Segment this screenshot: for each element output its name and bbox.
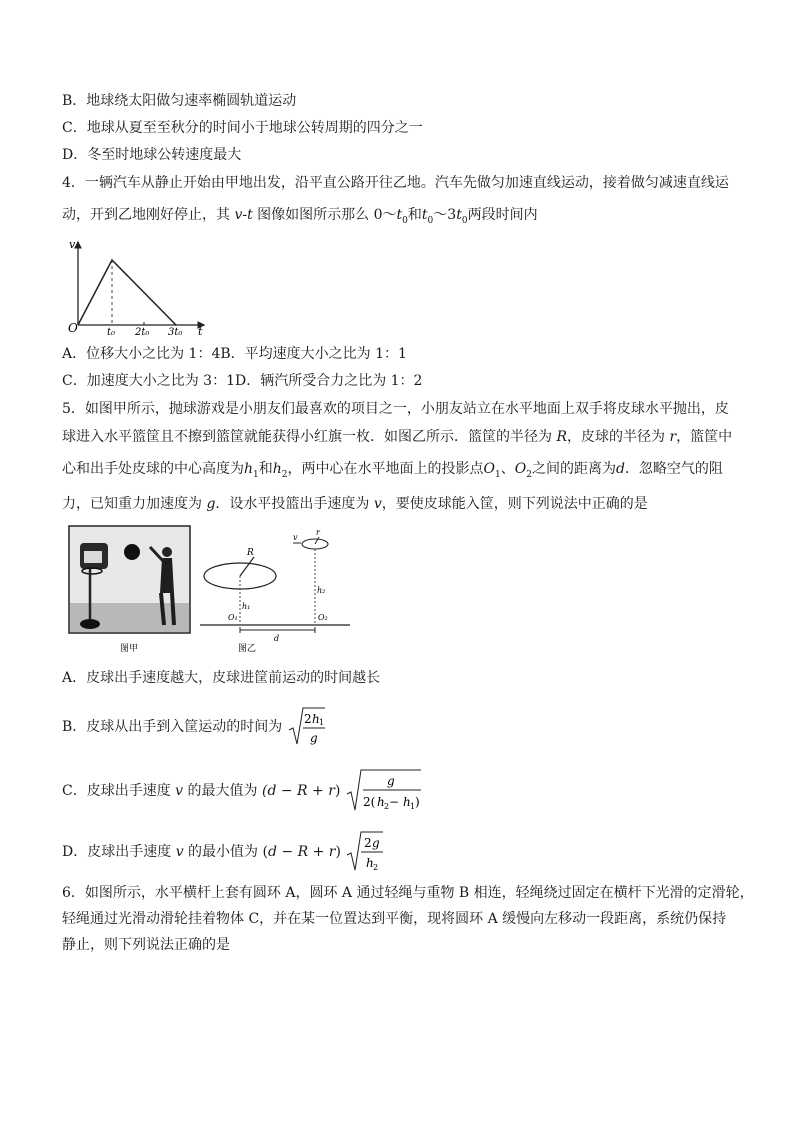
svg-text:g: g [309,731,318,745]
label-v: v [293,533,298,542]
svg-text:1: 1 [409,802,415,811]
svg-text:g: g [386,774,395,788]
svg-text:h: h [402,795,411,809]
label-h1: h₁ [242,602,251,611]
svg-text:−: − [388,795,399,809]
t-label: t [198,325,203,336]
t0-tick: t₀ [107,327,116,336]
q3-option-d: D．冬至时地球公转速度最大 [62,147,242,163]
figure-jia [68,525,192,657]
q5-stem-line4: 力，已知重力加速度为 g．设水平投篮出手速度为 v，要使皮球能入筐，则下列说法中正确的是 [62,496,648,512]
child-body [160,558,174,593]
sqrt-g-over-2h2-h1 [345,768,423,814]
3t0-tick: 3t₀ [168,327,183,336]
q5-stem-line1: 5．如图甲所示，抛球游戏是小朋友们最喜欢的项目之一，小朋友站立在水平地面上双手将皮球水平抛出，皮 [62,401,729,417]
label-r: r [316,528,320,537]
svg-text:2: 2 [303,712,312,726]
origin-label: O [68,321,78,335]
q5-stem-line2: 球进入水平篮筐且不擦到篮筐就能获得小红旗一枚．如图乙所示．篮筐的半径为 R，皮球的半径为 r，篮筐中 [62,429,733,445]
label-d: d [274,634,280,643]
figure-yi [198,525,354,657]
svg-text:2: 2 [383,802,389,811]
q5-option-c: C．皮球出手速度 v 的最大值为 (d − R + r) g 2( h 2 − h 1 ) [62,768,423,814]
ball [124,544,140,560]
svg-text:): ) [414,795,420,809]
svg-text:2: 2 [364,836,373,850]
q4-stem-line2: 动，开到乙地刚好停止，其 v-t 图像如图所示那么 $0\sim t_0$和$t_0\sim 3t_0$两段时间内 [62,207,538,226]
q4-options-ab: A．位移大小之比为 1：4B．平均速度大小之比为 1：1 [62,346,407,362]
pole-base [80,619,100,629]
q3-option-b: B．地球绕太阳做匀速率椭圆轨道运动 [62,93,297,109]
label-O2: O₂ [318,613,328,622]
svg-text:h: h [311,712,320,726]
q6-stem-line2: 轻绳通过光滑动滑轮挂着物体 C，并在某一位置达到平衡，现将圆环 A 缓慢向左移动一段距离，系统仍保持 [62,911,727,927]
q5-option-b: B．皮球从出手到入筐运动的时间为 2 h 1 g [62,706,327,748]
q6-stem-line1: 6．如图所示，水平横杆上套有圆环 A，圆环 A 通过轻绳与重物 B 相连，轻绳绕过固定在横杆下光滑的定滑轮， [62,885,754,901]
v-label: v [69,238,76,251]
fig-jia-caption: 图甲 [120,644,139,654]
child-head [162,547,172,557]
vt-line [78,260,176,325]
q4-stem-line1: 4．一辆汽车从静止开始由甲地出发，沿平直公路开往乙地。汽车先做匀加速直线运动，接着做匀减速直线运 [62,175,729,191]
q5-stem-line3: 心和出手处皮球的中心高度为$h_1$和$h_2$，两中心在水平地面上的投影点$O_1$、$O_2$之间的距离为d．忽略空气的阻 [62,461,723,480]
q4-vt-graph [64,238,210,336]
q5-option-d: D．皮球出手速度 v 的最小值为 (d − R + r) 2 g h 2 [62,830,385,874]
sqrt-2h1-over-g [287,706,327,748]
q6-stem-line3: 静止，则下列说法正确的是 [62,937,230,953]
svg-text:g: g [372,836,381,850]
q3-option-c: C．地球从夏至至秋分的时间小于地球公转周期的四分之一 [62,120,423,136]
label-h2: h₂ [317,586,326,595]
radius-line [240,557,254,576]
svg-text:2: 2 [373,863,379,872]
svg-text:1: 1 [318,718,324,727]
2t0-tick: 2t₀ [135,327,150,336]
label-R: R [247,548,254,558]
svg-text:2(: 2( [362,795,376,809]
svg-text:h: h [376,795,385,809]
fig-yi-caption: 图乙 [238,644,257,654]
sqrt-2g-over-h2 [345,830,385,874]
label-O1: O₁ [228,613,238,622]
svg-text:h: h [366,856,375,870]
q4-options-cd: C．加速度大小之比为 3：1D．辆汽所受合力之比为 1：2 [62,373,423,389]
q5-option-a: A．皮球出手速度越大，皮球进筐前运动的时间越长 [62,670,381,686]
